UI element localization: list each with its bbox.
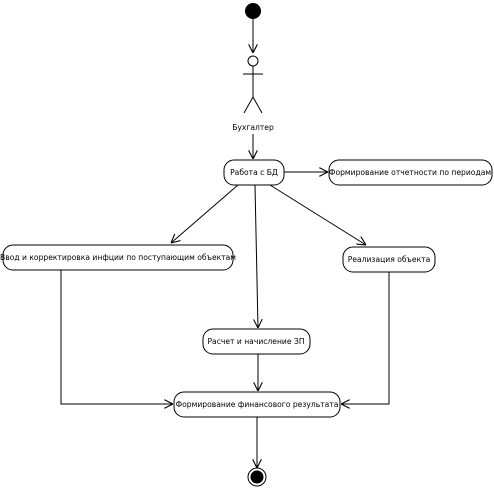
node-reporting-label: Формирование отчетности по периодам xyxy=(328,168,492,177)
final-node xyxy=(248,468,266,486)
node-work-db-label: Работа с БД xyxy=(230,168,278,177)
node-salary xyxy=(203,329,310,354)
node-realization xyxy=(343,247,435,272)
edge-work-db-to-realization xyxy=(270,185,366,245)
node-work-db xyxy=(224,160,284,185)
node-financial-result-label: Формирование финансового результата xyxy=(175,400,339,409)
node-reporting xyxy=(329,160,492,185)
edge-work-db-to-input xyxy=(171,185,238,243)
actor-label: Бухгалтер xyxy=(232,123,274,132)
initial-node xyxy=(245,3,261,19)
edge-realization-to-result xyxy=(341,272,389,404)
edge-work-db-to-salary xyxy=(255,185,258,328)
edge-input-to-result xyxy=(61,270,173,404)
node-salary-label: Расчет и начисление ЗП xyxy=(207,337,305,346)
actor-icon xyxy=(243,56,263,113)
node-financial-result xyxy=(174,392,340,417)
node-input-correction xyxy=(0,245,236,270)
node-input-correction-label: Ввод и корректировка инфции по поступающим объектам xyxy=(0,253,237,262)
node-realization-label: Реализация объекта xyxy=(347,255,431,264)
